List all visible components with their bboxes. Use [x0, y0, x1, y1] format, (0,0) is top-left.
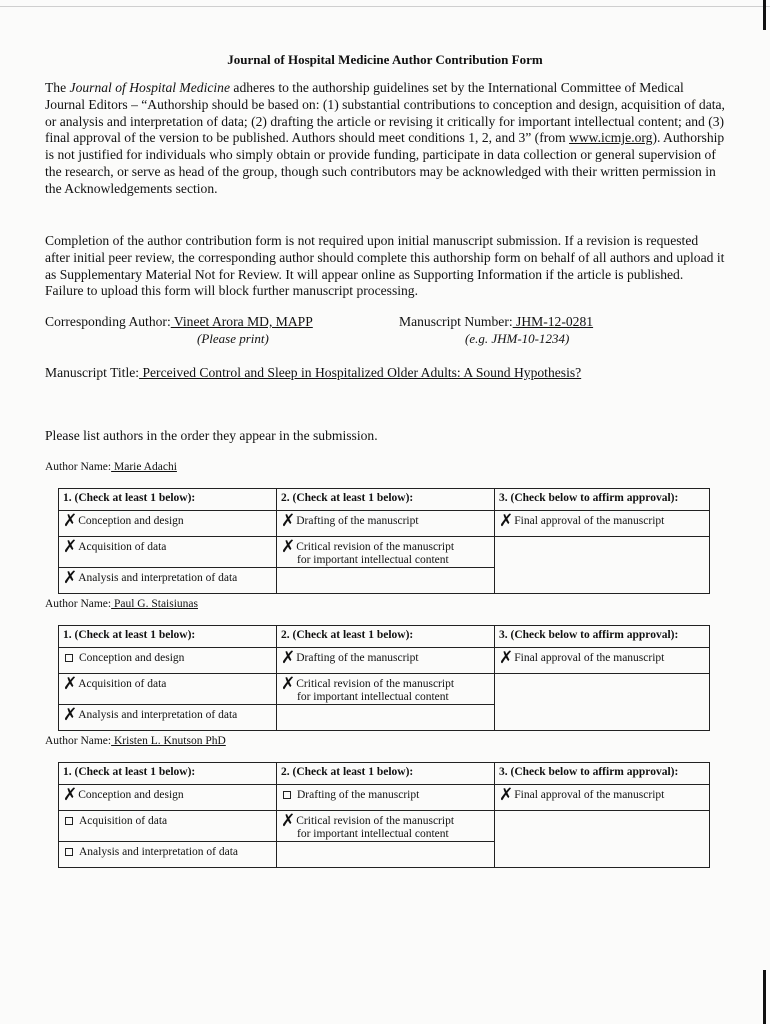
author-name-label: Author Name:: [45, 461, 112, 473]
scan-edge: [0, 6, 770, 7]
option-final-approval[interactable]: [495, 648, 710, 674]
table-row: [59, 674, 710, 705]
empty-cell: [277, 705, 495, 731]
contribution-table: [58, 762, 710, 868]
final-approval-checked-mark[interactable]: ✗: [499, 785, 514, 805]
corresponding-author-value[interactable]: Vineet Arora MD, MAPP: [170, 314, 313, 329]
table-row: [59, 648, 710, 674]
empty-cell: [277, 842, 495, 868]
corresponding-author-row: Corresponding Author: Vineet Arora MD, MAPP: [45, 314, 313, 329]
table-header-row: [59, 626, 710, 648]
completion-paragraph: Completion of the author contribution form is not required upon initial manuscript submission. If a revision is requested after initial peer review, the corresponding author should complete this authorship form on behalf of all authors and upload it as Supplementary Material Not for Review. It will appear online as Supporting Information if the article is published. Failure to upload this form will block further manuscript processing.: [45, 233, 725, 299]
option-critical-revision[interactable]: [277, 674, 495, 705]
critical-revision-checked-mark[interactable]: ✗: [281, 537, 296, 557]
option-analysis[interactable]: [59, 842, 277, 868]
option-drafting[interactable]: [277, 648, 495, 674]
option-label-continued: for important intellectual content: [297, 554, 449, 566]
contribution-table: [58, 625, 710, 731]
icmje-link[interactable]: www.icmje.org: [569, 130, 653, 146]
option-analysis[interactable]: [59, 568, 277, 594]
option-label: Drafting of the manuscript: [296, 515, 419, 527]
option-critical-revision[interactable]: [277, 811, 495, 842]
drafting-checkbox[interactable]: [283, 791, 291, 799]
manuscript-title-value[interactable]: Perceived Control and Sleep in Hospitalized Older Adults: A Sound Hypothesis?: [139, 365, 582, 380]
acquisition-checkbox[interactable]: [65, 817, 73, 825]
option-label: Analysis and interpretation of data: [78, 572, 238, 584]
empty-cell: [495, 811, 710, 868]
option-label: Final approval of the manuscript: [514, 515, 665, 527]
column-header-col2: 2. (Check at least 1 below):: [277, 763, 495, 785]
contribution-table: [58, 488, 710, 594]
option-acquisition[interactable]: [59, 537, 277, 568]
option-label: Conception and design: [78, 515, 184, 527]
manuscript-number-hint: (e.g. JHM-10-1234): [465, 331, 570, 346]
option-label: Acquisition of data: [78, 678, 167, 690]
author-name-label: Author Name:: [45, 735, 112, 747]
option-final-approval[interactable]: [495, 511, 710, 537]
table-row: [59, 511, 710, 537]
option-label: Acquisition of data: [79, 815, 168, 827]
column-header-col1: 1. (Check at least 1 below):: [59, 763, 277, 785]
manuscript-number-value[interactable]: JHM-12-0281: [512, 314, 594, 329]
acquisition-checked-mark[interactable]: ✗: [63, 537, 78, 557]
option-label: Analysis and interpretation of data: [78, 709, 238, 721]
manuscript-title-row: Manuscript Title: Perceived Control and Sleep in Hospitalized Older Adults: A Sound Hypothesis?: [45, 365, 582, 380]
author-name-value[interactable]: Marie Adachi: [111, 461, 177, 473]
corresponding-author-hint: (Please print): [197, 331, 269, 346]
final-approval-checked-mark[interactable]: ✗: [499, 648, 514, 668]
option-label: Conception and design: [78, 789, 184, 801]
list-instruction: Please list authors in the order they appear in the submission.: [45, 428, 378, 443]
option-final-approval[interactable]: [495, 785, 710, 811]
option-label: Critical revision of the manuscript: [296, 678, 455, 690]
option-critical-revision[interactable]: [277, 537, 495, 568]
column-header-col3: 3. (Check below to affirm approval):: [495, 626, 710, 648]
conception-checked-mark[interactable]: ✗: [63, 785, 78, 805]
empty-cell: [495, 537, 710, 594]
option-conception[interactable]: [59, 785, 277, 811]
column-header-col2: 2. (Check at least 1 below):: [277, 489, 495, 511]
option-label-continued: for important intellectual content: [297, 691, 449, 703]
option-label: Drafting of the manuscript: [297, 789, 420, 801]
author-name-row: [45, 598, 198, 610]
empty-cell: [495, 674, 710, 731]
author-name-row: [45, 735, 226, 747]
acquisition-checked-mark[interactable]: ✗: [63, 674, 78, 694]
table-row: [59, 537, 710, 568]
option-label: Acquisition of data: [78, 541, 167, 553]
option-conception[interactable]: [59, 648, 277, 674]
option-label: Final approval of the manuscript: [514, 652, 665, 664]
option-acquisition[interactable]: [59, 674, 277, 705]
option-label: Final approval of the manuscript: [514, 789, 665, 801]
column-header-col1: 1. (Check at least 1 below):: [59, 489, 277, 511]
option-label: Critical revision of the manuscript: [296, 541, 455, 553]
author-name-value[interactable]: Paul G. Staisiunas: [111, 598, 198, 610]
option-label: Conception and design: [79, 652, 185, 664]
column-header-col1: 1. (Check at least 1 below):: [59, 626, 277, 648]
drafting-checked-mark[interactable]: ✗: [281, 648, 296, 668]
option-label: Drafting of the manuscript: [296, 652, 419, 664]
column-header-col3: 3. (Check below to affirm approval):: [495, 489, 710, 511]
empty-cell: [277, 568, 495, 594]
table-row: [59, 811, 710, 842]
option-acquisition[interactable]: [59, 811, 277, 842]
column-header-col2: 2. (Check at least 1 below):: [277, 626, 495, 648]
author-name-label: Author Name:: [45, 598, 112, 610]
form-title: Journal of Hospital Medicine Author Contribution Form: [227, 52, 543, 67]
critical-revision-checked-mark[interactable]: ✗: [281, 674, 296, 694]
scan-edge-mark: [763, 970, 766, 1024]
intro-paragraph: The Journal of Hospital Medicine adheres to the authorship guidelines set by the International Committee of Medical Journal Editors – “Authorship should be based on: (1) substantial contributions to conception and design, acquisition of data, or analysis and interpretation of data; (2) drafting the article or revising it critically for important intellectual content; and (3) final approval of the version to be published. Authors should meet conditions 1, 2, and 3” (from www.icmje.org). Authorship is not justified for individuals who simply obtain or provide funding, participate in data collection or general supervision of the research, or serve as head of the group, though such contributors may be acknowledged with their written permission in the Acknowledgements section.: [45, 80, 725, 196]
drafting-checked-mark[interactable]: ✗: [281, 511, 296, 531]
final-approval-checked-mark[interactable]: ✗: [499, 511, 514, 531]
option-label: Critical revision of the manuscript: [296, 815, 455, 827]
author-name-value[interactable]: Kristen L. Knutson PhD: [111, 735, 226, 747]
option-label-continued: for important intellectual content: [297, 828, 449, 840]
conception-checked-mark[interactable]: ✗: [63, 511, 78, 531]
scan-edge-mark: [763, 0, 766, 30]
option-drafting[interactable]: [277, 785, 495, 811]
critical-revision-checked-mark[interactable]: ✗: [281, 811, 296, 831]
option-analysis[interactable]: [59, 705, 277, 731]
analysis-checkbox[interactable]: [65, 848, 73, 856]
analysis-checked-mark[interactable]: ✗: [63, 568, 78, 588]
option-label: Analysis and interpretation of data: [79, 846, 239, 858]
column-header-col3: 3. (Check below to affirm approval):: [495, 763, 710, 785]
manuscript-number-row: Manuscript Number: JHM-12-0281: [399, 314, 594, 329]
option-conception[interactable]: [59, 511, 277, 537]
author-name-row: [45, 461, 177, 473]
option-drafting[interactable]: [277, 511, 495, 537]
table-header-row: [59, 489, 710, 511]
table-header-row: [59, 763, 710, 785]
table-row: [59, 785, 710, 811]
conception-checkbox[interactable]: [65, 654, 73, 662]
analysis-checked-mark[interactable]: ✗: [63, 705, 78, 725]
